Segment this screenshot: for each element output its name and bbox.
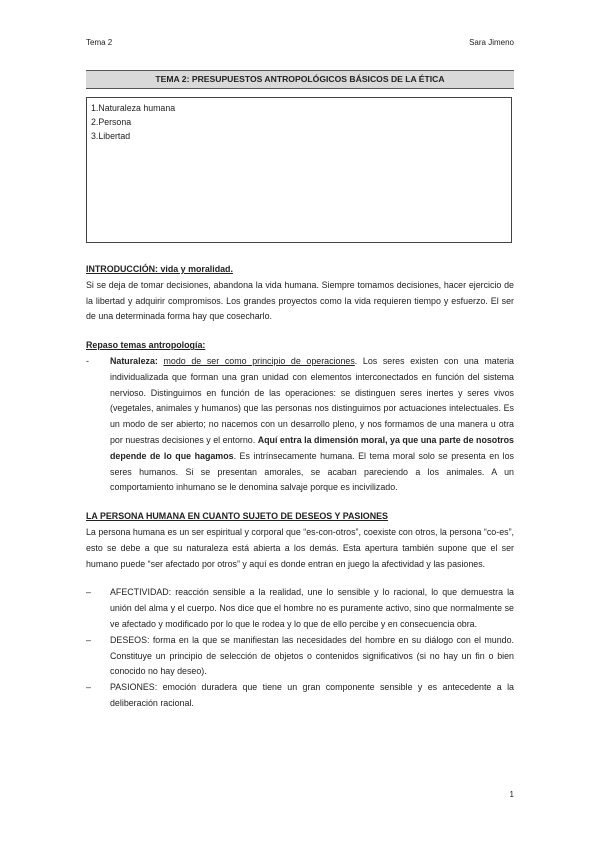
bullet-marker: –	[86, 587, 91, 598]
page-title: TEMA 2: PRESUPUESTOS ANTROPOLÓGICOS BÁSICOS DE LA ÉTICA	[86, 70, 514, 89]
bullet-marker: –	[86, 634, 91, 645]
index-item: 2.Persona	[91, 117, 132, 127]
intro-heading: INTRODUCCIÓN: vida y moralidad.	[86, 264, 233, 274]
index-box	[86, 97, 512, 243]
header-right: Sara Jimeno	[469, 38, 514, 47]
naturaleza-bullet	[86, 354, 514, 496]
naturaleza-term: Naturaleza:	[110, 355, 158, 366]
def-afectividad	[86, 585, 514, 632]
document-body	[86, 262, 514, 712]
intro-text: Si se deja de tomar decisiones, abandona la vida humana. Siempre tomamos decisiones, hacer ejercicio de la libertad y adquirir compromisos. Los grandes proyectos como la vida requieren tiempo y esfuerzo. El ser de una determinada forma hay que cosecharlo.	[86, 279, 514, 322]
def-deseos	[86, 633, 514, 680]
page-number: 1	[509, 790, 514, 799]
header-left: Tema 2	[86, 38, 113, 47]
persona-text: La persona humana es un ser espiritual y corporal que “es-con-otros”, coexiste con otros, la persona “co-es”, esto se debe a que su naturaleza está abierta a los demás. Esta apertura también supone que el ser humano puede “ser afectado por otros” y aquí es donde entran en juego la afectividad y las pasiones.	[86, 526, 514, 569]
def-pasiones	[86, 680, 514, 712]
repaso-heading: Repaso temas antropología:	[86, 340, 206, 351]
def-text: AFECTIVIDAD: reacción sensible a la realidad, une lo sensible y lo racional, lo que demuestra la unión del alma y el cuerpo. Nos dice que el hombre no es puramente activo, sino que normalmente se ve afectado y modificado por lo que le rodea y lo que de ello percibe y en consecuencia obra.	[110, 587, 514, 629]
naturaleza-text-2: . Es intrínsecamente humana. El tema moral solo se presenta en los seres humanos. Si se presentan amorales, se acaban pareciendo a los animales. A un comportamiento inhumano se le denomina salvaje porque es incivilizado.	[110, 450, 514, 493]
def-text: DESEOS: forma en la que se manifiestan las necesidades del hombre en su diálogo con el mundo. Constituye un principio de selección de objetos o contenidos significativos (si no hay un fin o bien conocido no hay deseo).	[110, 634, 514, 677]
naturaleza-text-1: . Los seres existen con una materia individualizada que forman una gran unidad con elementos interconectados en función del sistema nervioso. Distinguimos en función de las operaciones: se distinguen seres inertes y seres vivos (vegetales, animales y humanos) que las personas nos distinguimos por actuaciones intelectuales. Es un modo de ser abierto; no nacemos con un desarrollo pleno, y nos formamos de una manera u otra por nuestras decisiones y el entorno.	[110, 355, 514, 445]
index-list	[91, 101, 511, 143]
bullet-marker: -	[86, 355, 89, 366]
def-text: PASIONES: emoción duradera que tiene un gran componente sensible y es antecedente a la deliberación racional.	[110, 682, 514, 708]
naturaleza-definition: modo de ser como principio de operaciones	[163, 355, 355, 366]
persona-heading: LA PERSONA HUMANA EN CUANTO SUJETO DE DESEOS Y PASIONES	[86, 511, 388, 522]
bullet-marker: –	[86, 682, 91, 693]
index-item: 1.Naturaleza humana	[91, 103, 176, 113]
index-item: 3.Libertad	[91, 131, 131, 141]
naturaleza-bold-text: Aquí entra la dimensión moral, ya que una parte de nosotros depende de lo que hagamos	[110, 434, 514, 461]
